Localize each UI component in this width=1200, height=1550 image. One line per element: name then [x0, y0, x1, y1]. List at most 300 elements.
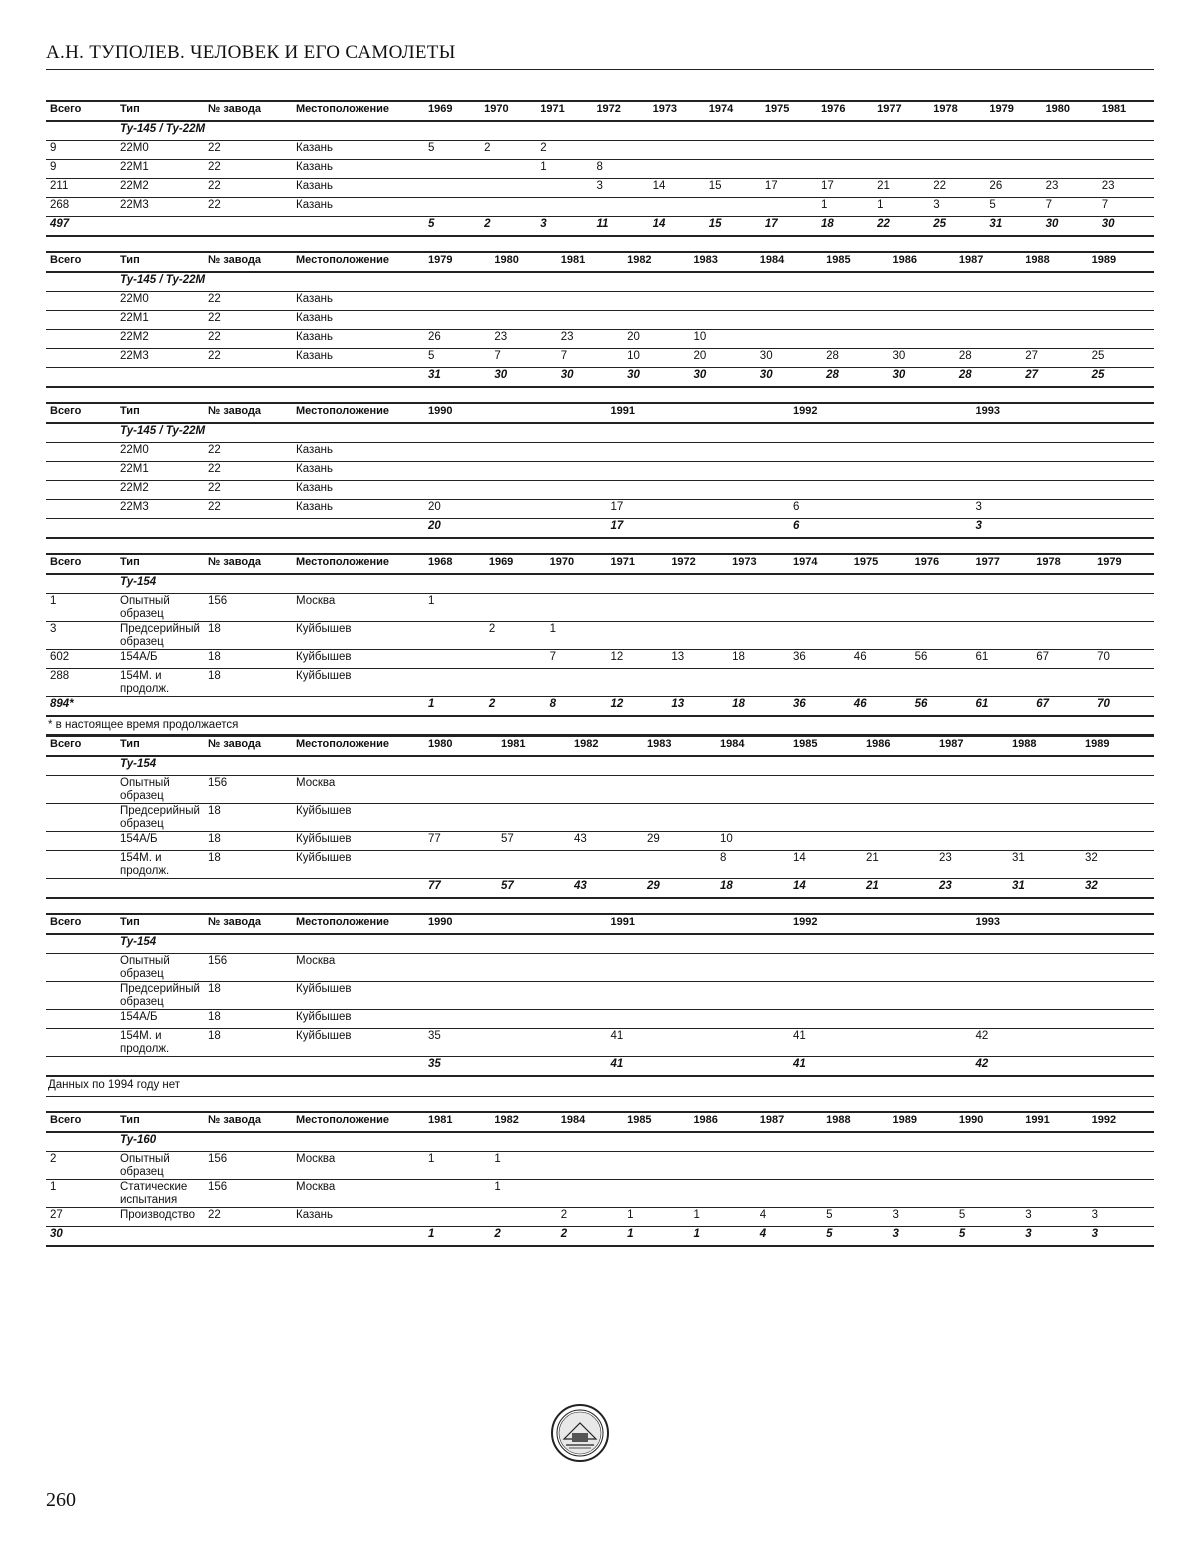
table-row: [46, 776, 1154, 804]
table-cell: Тип: [116, 914, 204, 934]
aircraft-family-row: [46, 121, 1154, 141]
table-cell: 22: [929, 179, 985, 198]
table-cell: 23: [935, 879, 1008, 899]
table-cell: [592, 141, 648, 160]
table-cell: [607, 443, 790, 462]
table-cell: Местоположение: [292, 1112, 424, 1132]
table-cell: 28: [822, 368, 888, 388]
table-cell: [292, 519, 424, 539]
table-cell: [822, 330, 888, 349]
table-cell: [116, 217, 204, 237]
table-cell: [490, 292, 556, 311]
table-cell: 154А/Б: [116, 650, 204, 669]
table-cell: [889, 311, 955, 330]
table-cell: Всего: [46, 252, 116, 272]
aircraft-family-row: [46, 934, 1154, 954]
table-cell: Всего: [46, 403, 116, 423]
table-header-row: [46, 554, 1154, 574]
table-cell: Казань: [292, 198, 424, 217]
table-cell: [817, 160, 873, 179]
table-cell: Казань: [292, 481, 424, 500]
table-cell: [643, 776, 716, 804]
table-cell: 7: [1098, 198, 1154, 217]
table-cell: [485, 594, 546, 622]
table-cell: 28: [822, 349, 888, 368]
aircraft-family-label: Ту-154: [116, 574, 1154, 594]
table-cell: [116, 368, 204, 388]
table-cell: 26: [985, 179, 1041, 198]
table-note: Данных по 1994 году нет: [46, 1077, 1154, 1097]
table-cell: Тип: [116, 1112, 204, 1132]
table-cell: № завода: [204, 914, 292, 934]
table-row: [46, 443, 1154, 462]
table-row: [46, 1208, 1154, 1227]
table-cell: Казань: [292, 500, 424, 519]
table-cell: [606, 622, 667, 650]
table-cell: 9: [46, 160, 116, 179]
table-cell: 31: [985, 217, 1041, 237]
table-cell: [1081, 804, 1154, 832]
table-cell: [789, 481, 972, 500]
table-cell: [649, 160, 705, 179]
table-cell: [789, 804, 862, 832]
table-cell: 2: [485, 697, 546, 717]
table-cell: [1088, 311, 1154, 330]
table-cell: [1021, 1152, 1087, 1180]
table-cell: [536, 179, 592, 198]
table-cell: 1982: [623, 252, 689, 272]
table-cell: Статические испытания: [116, 1180, 204, 1208]
table-cell: 3: [1088, 1227, 1154, 1247]
table-cell: 25: [1088, 349, 1154, 368]
table-cell: [570, 804, 643, 832]
table-cell: [789, 776, 862, 804]
table-cell: Всего: [46, 101, 116, 121]
table-cell: [689, 292, 755, 311]
table-cell: 1970: [546, 554, 607, 574]
table-cell: [789, 443, 972, 462]
table-cell: [667, 622, 728, 650]
table-cell: Казань: [292, 141, 424, 160]
table-cell: 14: [789, 851, 862, 879]
table-cell: 36: [789, 650, 850, 669]
table-cell: [643, 851, 716, 879]
table-cell: 1983: [643, 736, 716, 756]
table-cell: 22М3: [116, 349, 204, 368]
table-cell: [761, 160, 817, 179]
table-cell: 1975: [850, 554, 911, 574]
table-cell: Москва: [292, 1152, 424, 1180]
aircraft-family-label: Ту-145 / Ту-22М: [116, 121, 1154, 141]
table-cell: [1008, 804, 1081, 832]
table-cell: [46, 423, 116, 443]
table-cell: [292, 879, 424, 899]
production-tables: [46, 100, 1154, 1261]
table-cell: [955, 292, 1021, 311]
table-cell: 2: [480, 141, 536, 160]
table-cell: [607, 1010, 790, 1029]
table-cell: [1032, 669, 1093, 697]
table-cell: 1993: [972, 403, 1155, 423]
table-cell: [46, 982, 116, 1010]
table-cell: [424, 160, 480, 179]
table-cell: Всего: [46, 1112, 116, 1132]
table-cell: 41: [789, 1029, 972, 1057]
table-cell: [850, 594, 911, 622]
title-rule: [46, 69, 1154, 70]
table-total-row: [46, 1057, 1154, 1077]
table-cell: 7: [1042, 198, 1098, 217]
table-cell: 1989: [889, 1112, 955, 1132]
table-cell: 17: [607, 500, 790, 519]
table-cell: Опытный образец: [116, 594, 204, 622]
table-cell: [480, 179, 536, 198]
table-cell: 5: [822, 1208, 888, 1227]
table-cell: 28: [955, 349, 1021, 368]
table-cell: 1: [623, 1227, 689, 1247]
table-cell: [972, 462, 1155, 481]
table-cell: 22: [204, 1208, 292, 1227]
table-cell: 8: [546, 697, 607, 717]
table-cell: [536, 198, 592, 217]
table-cell: 3: [1021, 1208, 1087, 1227]
table-cell: [822, 311, 888, 330]
table-cell: 1986: [889, 252, 955, 272]
table-cell: 29: [643, 879, 716, 899]
table-cell: 1987: [955, 252, 1021, 272]
table-cell: [46, 311, 116, 330]
table-cell: 1983: [689, 252, 755, 272]
table-header-row: [46, 403, 1154, 423]
table-cell: 1: [689, 1208, 755, 1227]
table-cell: 1985: [623, 1112, 689, 1132]
table-cell: 30: [689, 368, 755, 388]
table-cell: 41: [607, 1029, 790, 1057]
table-cell: 154А/Б: [116, 832, 204, 851]
table-cell: [606, 669, 667, 697]
table-cell: 30: [623, 368, 689, 388]
table-cell: 23: [490, 330, 556, 349]
table-cell: 22М3: [116, 500, 204, 519]
table-cell: 20: [689, 349, 755, 368]
table-cell: [789, 669, 850, 697]
table-cell: 20: [424, 500, 607, 519]
table-cell: [716, 804, 789, 832]
aircraft-family-label: Ту-160: [116, 1132, 1154, 1152]
table-cell: [46, 832, 116, 851]
table-cell: [607, 462, 790, 481]
table-cell: [935, 776, 1008, 804]
table-cell: 18: [204, 622, 292, 650]
table-cell: 77: [424, 879, 497, 899]
table-cell: 7: [557, 349, 623, 368]
table-cell: 31: [1008, 851, 1081, 879]
table-cell: 21: [862, 879, 935, 899]
table-cell: [546, 669, 607, 697]
table-cell: 43: [570, 879, 643, 899]
table-cell: 22М1: [116, 160, 204, 179]
aircraft-family-row: [46, 272, 1154, 292]
table-cell: [46, 1057, 116, 1077]
table-cell: [1042, 141, 1098, 160]
table-cell: [889, 292, 955, 311]
table-cell: 15: [705, 217, 761, 237]
table-cell: 3: [889, 1208, 955, 1227]
table-cell: [424, 462, 607, 481]
table-cell: 1973: [649, 101, 705, 121]
production-table: [46, 402, 1154, 539]
table-cell: 2: [557, 1208, 623, 1227]
table-row: [46, 311, 1154, 330]
table-cell: 288: [46, 669, 116, 697]
table-cell: [424, 1010, 607, 1029]
table-cell: 22: [204, 443, 292, 462]
table-cell: 13: [667, 650, 728, 669]
table-total-row: [46, 1227, 1154, 1247]
table-cell: 1968: [424, 554, 485, 574]
table-cell: 2: [46, 1152, 116, 1180]
table-cell: 22М1: [116, 311, 204, 330]
table-cell: 1981: [557, 252, 623, 272]
table-cell: [1021, 330, 1087, 349]
table-cell: 56: [911, 650, 972, 669]
table-cell: 70: [1093, 697, 1154, 717]
table-cell: [546, 594, 607, 622]
aircraft-family-row: [46, 1132, 1154, 1152]
table-cell: 57: [497, 879, 570, 899]
table-cell: [424, 443, 607, 462]
table-cell: 46: [850, 650, 911, 669]
table-row: [46, 292, 1154, 311]
table-cell: 8: [592, 160, 648, 179]
table-cell: [873, 141, 929, 160]
table-cell: [292, 217, 424, 237]
table-cell: 43: [570, 832, 643, 851]
table-cell: 1979: [424, 252, 490, 272]
table-cell: [911, 669, 972, 697]
table-cell: [557, 1180, 623, 1208]
table-cell: 1986: [862, 736, 935, 756]
table-cell: [116, 697, 204, 717]
table-cell: 1982: [490, 1112, 556, 1132]
table-cell: [46, 292, 116, 311]
table-cell: [46, 934, 116, 954]
table-cell: 18: [204, 650, 292, 669]
table-cell: 20: [623, 330, 689, 349]
table-cell: 1981: [497, 736, 570, 756]
table-cell: 18: [204, 1010, 292, 1029]
table-cell: [889, 330, 955, 349]
table-row: [46, 832, 1154, 851]
table-cell: [971, 594, 1032, 622]
table-cell: 32: [1081, 879, 1154, 899]
table-total-row: [46, 697, 1154, 717]
table-cell: 26: [424, 330, 490, 349]
table-cell: [490, 1208, 556, 1227]
table-cell: [1093, 622, 1154, 650]
table-cell: Опытный образец: [116, 954, 204, 982]
table-cell: Тип: [116, 403, 204, 423]
table-cell: [204, 1227, 292, 1247]
table-cell: Казань: [292, 292, 424, 311]
table-cell: Местоположение: [292, 736, 424, 756]
table-cell: 154М. и продолж.: [116, 851, 204, 879]
table-cell: 3: [972, 519, 1155, 539]
table-cell: 6: [789, 500, 972, 519]
table-cell: 57: [497, 832, 570, 851]
table-cell: [424, 650, 485, 669]
table-cell: Местоположение: [292, 252, 424, 272]
table-cell: [716, 776, 789, 804]
table-cell: [46, 349, 116, 368]
table-cell: 1969: [424, 101, 480, 121]
table-cell: 18: [204, 669, 292, 697]
table-cell: [424, 1208, 490, 1227]
table-cell: [667, 669, 728, 697]
table-cell: [972, 481, 1155, 500]
table-cell: Предсерийный образец: [116, 804, 204, 832]
table-cell: 1: [817, 198, 873, 217]
table-row: [46, 179, 1154, 198]
table-cell: 23: [557, 330, 623, 349]
table-cell: 22: [204, 160, 292, 179]
table-cell: 1982: [570, 736, 643, 756]
table-cell: 1990: [424, 403, 607, 423]
table-header-row: [46, 101, 1154, 121]
table-cell: 70: [1093, 650, 1154, 669]
table-cell: 22: [204, 330, 292, 349]
table-cell: 30: [1098, 217, 1154, 237]
table-cell: [955, 1180, 1021, 1208]
table-cell: [911, 594, 972, 622]
table-cell: 28: [955, 368, 1021, 388]
table-row: [46, 1010, 1154, 1029]
table-cell: 894*: [46, 697, 116, 717]
table-cell: 22: [204, 179, 292, 198]
table-cell: 7: [546, 650, 607, 669]
table-cell: 1989: [1088, 252, 1154, 272]
table-cell: Куйбышев: [292, 832, 424, 851]
table-total-row: [46, 368, 1154, 388]
table-cell: [1088, 1152, 1154, 1180]
table-cell: [955, 1152, 1021, 1180]
aircraft-family-row: [46, 423, 1154, 443]
table-row: [46, 330, 1154, 349]
table-cell: 1989: [1081, 736, 1154, 756]
page-number: 260: [46, 1489, 76, 1511]
table-cell: [592, 198, 648, 217]
table-cell: [292, 697, 424, 717]
table-cell: 42: [972, 1057, 1155, 1077]
table-cell: [485, 669, 546, 697]
table-cell: 10: [689, 330, 755, 349]
table-cell: [116, 1227, 204, 1247]
table-cell: 1: [873, 198, 929, 217]
table-cell: 23: [1098, 179, 1154, 198]
table-cell: Куйбышев: [292, 804, 424, 832]
table-cell: № завода: [204, 101, 292, 121]
table-header-row: [46, 1112, 1154, 1132]
table-cell: [756, 1152, 822, 1180]
table-cell: 5: [955, 1208, 1021, 1227]
table-cell: Куйбышев: [292, 1029, 424, 1057]
production-table: [46, 913, 1154, 1077]
table-cell: Тип: [116, 736, 204, 756]
table-cell: 27: [1021, 368, 1087, 388]
table-cell: 5: [424, 349, 490, 368]
table-cell: 2: [485, 622, 546, 650]
table-cell: 12: [606, 697, 667, 717]
table-row: [46, 500, 1154, 519]
table-row: [46, 160, 1154, 179]
table-cell: 1985: [822, 252, 888, 272]
table-cell: 1988: [822, 1112, 888, 1132]
table-cell: 3: [929, 198, 985, 217]
table-cell: [46, 330, 116, 349]
table-cell: [424, 804, 497, 832]
table-cell: [985, 160, 1041, 179]
table-cell: [424, 1180, 490, 1208]
table-cell: 1991: [1021, 1112, 1087, 1132]
table-cell: [789, 832, 862, 851]
table-row: [46, 650, 1154, 669]
table-cell: 14: [789, 879, 862, 899]
table-cell: [204, 519, 292, 539]
table-cell: [1021, 311, 1087, 330]
table-cell: 154М. и продолж.: [116, 669, 204, 697]
table-cell: 1971: [536, 101, 592, 121]
table-cell: 22М0: [116, 292, 204, 311]
table-cell: 61: [971, 650, 1032, 669]
table-cell: 22: [204, 292, 292, 311]
table-cell: Казань: [292, 349, 424, 368]
table-cell: 17: [761, 179, 817, 198]
table-cell: [649, 198, 705, 217]
table-cell: № завода: [204, 554, 292, 574]
table-cell: 22: [204, 349, 292, 368]
production-table: [46, 251, 1154, 388]
table-cell: Куйбышев: [292, 622, 424, 650]
table-cell: 1974: [789, 554, 850, 574]
table-cell: 23: [935, 851, 1008, 879]
table-cell: 22: [204, 311, 292, 330]
table-cell: Москва: [292, 1180, 424, 1208]
table-cell: [480, 160, 536, 179]
table-cell: 25: [1088, 368, 1154, 388]
table-total-row: [46, 519, 1154, 539]
table-cell: 35: [424, 1029, 607, 1057]
table-cell: Казань: [292, 1208, 424, 1227]
table-cell: 31: [424, 368, 490, 388]
table-cell: [850, 622, 911, 650]
table-cell: 15: [705, 179, 761, 198]
table-cell: [557, 1152, 623, 1180]
table-cell: [705, 160, 761, 179]
table-cell: 9: [46, 141, 116, 160]
table-cell: 2: [557, 1227, 623, 1247]
table-cell: 1980: [424, 736, 497, 756]
table-cell: 1977: [873, 101, 929, 121]
table-cell: 21: [862, 851, 935, 879]
table-cell: 18: [728, 650, 789, 669]
table-cell: 22: [204, 481, 292, 500]
table-cell: 1980: [490, 252, 556, 272]
table-cell: [424, 198, 480, 217]
table-cell: 46: [850, 697, 911, 717]
table-cell: [929, 160, 985, 179]
table-cell: [46, 954, 116, 982]
table-cell: 1976: [911, 554, 972, 574]
